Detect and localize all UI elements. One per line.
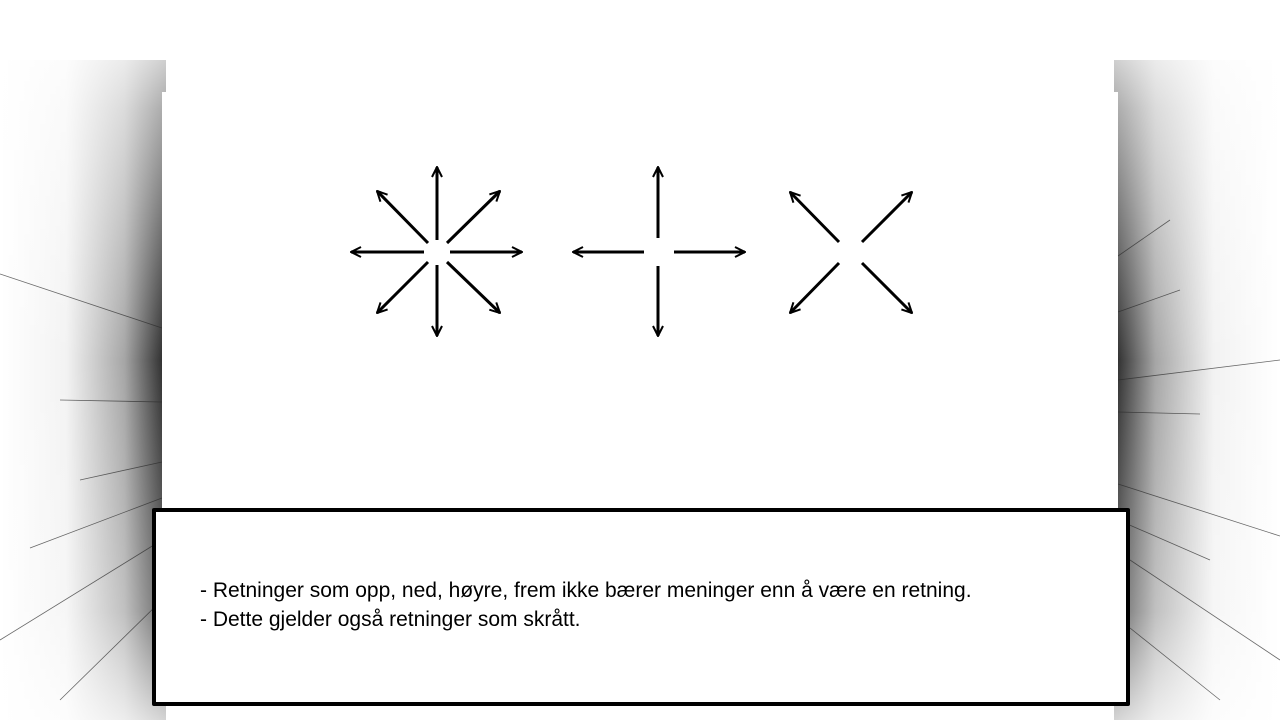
caption-box <box>152 508 1130 706</box>
arrow-down-left <box>790 263 839 313</box>
arrow-up-left <box>790 192 839 242</box>
arrow-down-left <box>377 262 428 313</box>
four-direction-arrows <box>573 167 745 336</box>
caption-line-2: - Dette gjelder også retninger som skrått. <box>200 608 581 631</box>
eight-direction-arrows <box>351 167 522 336</box>
diagonal-arrows <box>790 192 912 313</box>
arrow-up-right <box>862 192 912 242</box>
arrow-down-right <box>447 262 500 313</box>
caption-text <box>200 576 972 634</box>
caption-line-1: - Retninger som opp, ned, høyre, frem ikke bærer meninger enn å være en retning. <box>200 579 972 602</box>
arrow-down-right <box>862 263 912 313</box>
arrow-up-right <box>447 191 500 243</box>
arrow-up-left <box>377 191 428 243</box>
